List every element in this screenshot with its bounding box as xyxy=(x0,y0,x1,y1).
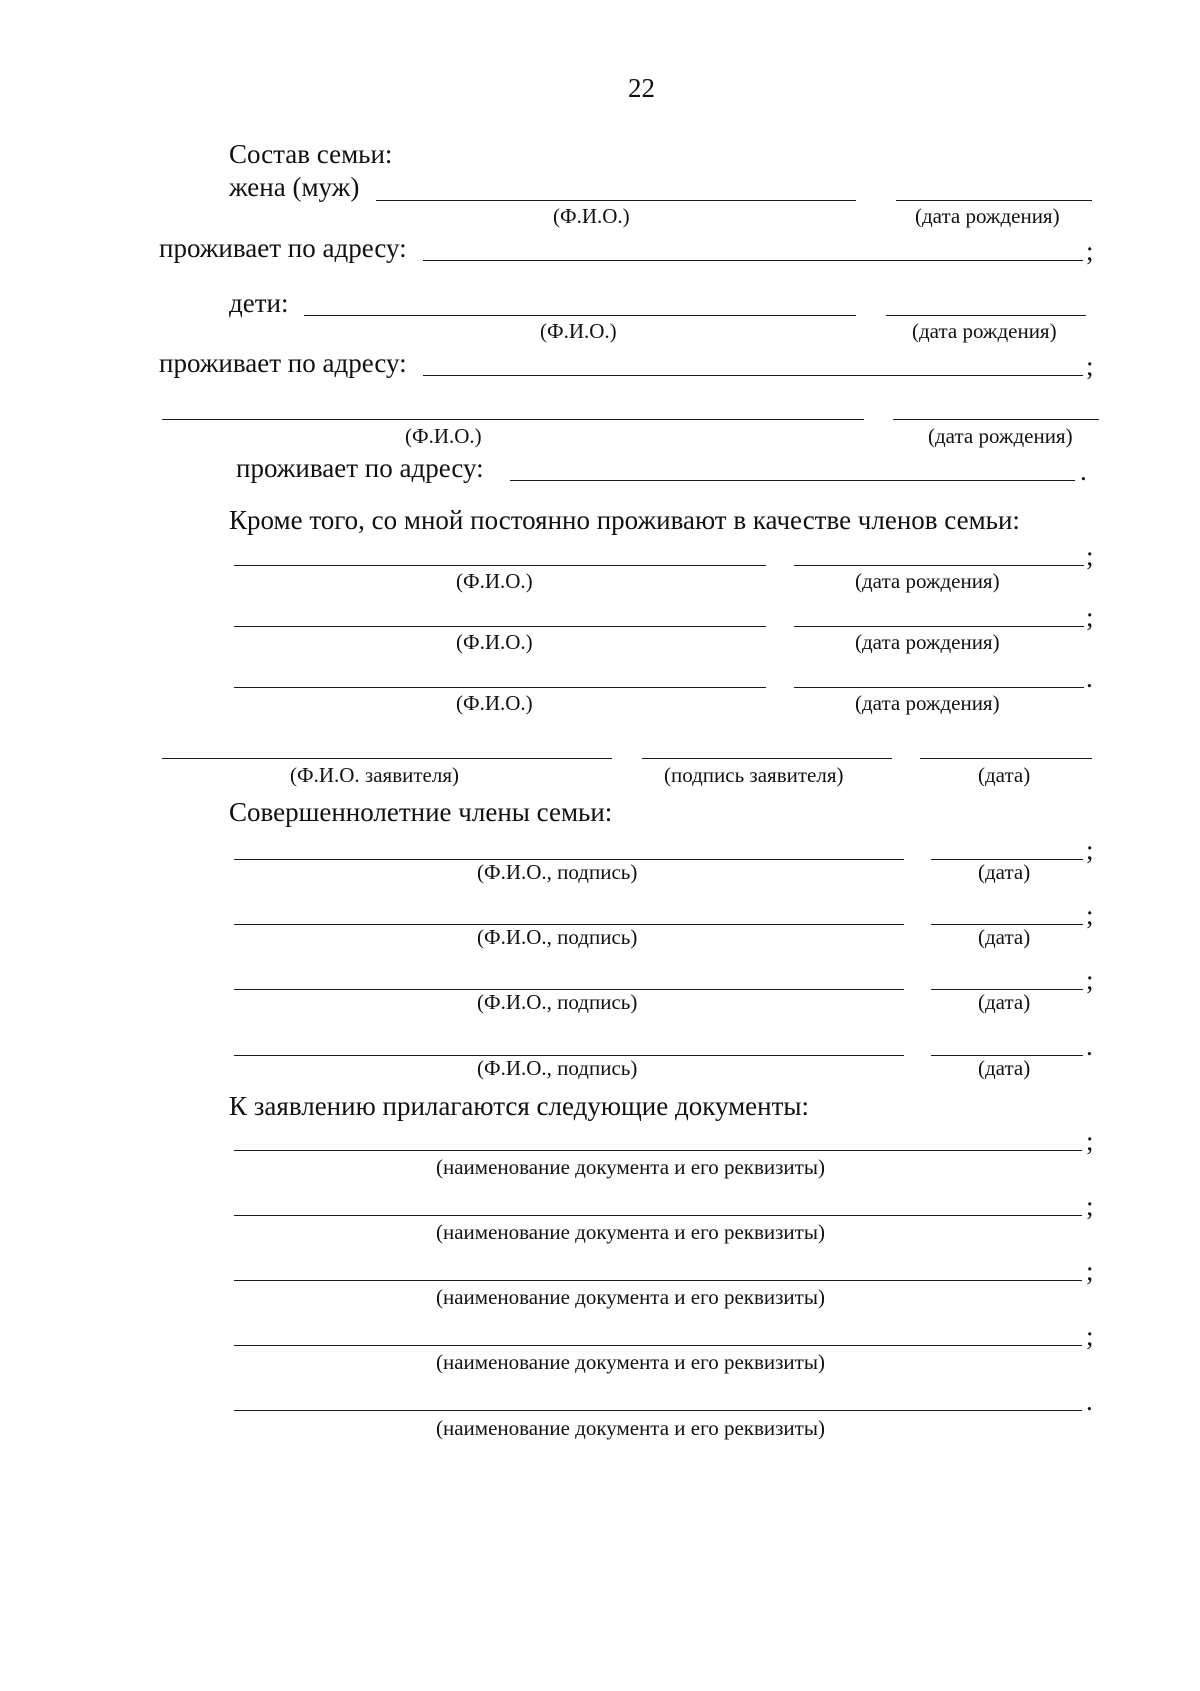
adult1-date-caption: (дата) xyxy=(978,860,1031,884)
document2-field[interactable] xyxy=(234,1187,1082,1217)
spouse-birthdate-line xyxy=(896,200,1092,201)
document4-field[interactable] xyxy=(234,1317,1082,1347)
child-address-line xyxy=(423,375,1083,376)
spouse-birthdate-field[interactable] xyxy=(896,172,1092,202)
document3-end: ; xyxy=(1086,1256,1094,1286)
child-birthdate-field[interactable] xyxy=(886,287,1086,317)
adult4-end: . xyxy=(1086,1031,1093,1061)
child2-address-end: . xyxy=(1080,456,1087,486)
children-label: дети: xyxy=(229,288,289,318)
child-birthdate-line xyxy=(886,315,1086,316)
adult1-end: ; xyxy=(1086,835,1094,865)
adult2-date-field[interactable] xyxy=(931,896,1083,926)
adult2-caption: (Ф.И.О., подпись) xyxy=(477,925,638,949)
adult4-caption: (Ф.И.О., подпись) xyxy=(477,1056,638,1080)
document4-end: ; xyxy=(1086,1321,1094,1351)
document1-end: ; xyxy=(1086,1126,1094,1156)
document4-caption: (наименование документа и его реквизиты) xyxy=(436,1350,825,1374)
applicant-fio-caption: (Ф.И.О. заявителя) xyxy=(290,763,459,787)
child-address-label: проживает по адресу: xyxy=(159,348,407,378)
spouse-address-end: ; xyxy=(1086,236,1094,266)
member2-birthdate-field[interactable] xyxy=(794,598,1084,628)
documents-heading: К заявлению прилагаются следующие документы: xyxy=(229,1091,810,1121)
family-heading: Состав семьи: xyxy=(229,139,393,169)
adult1-date-field[interactable] xyxy=(931,831,1083,861)
adult1-fio-signature-field[interactable] xyxy=(234,831,904,861)
member1-end: ; xyxy=(1086,541,1094,571)
adult3-date-caption: (дата) xyxy=(978,990,1031,1014)
member1-fio-caption: (Ф.И.О.) xyxy=(456,569,533,593)
member2-end: ; xyxy=(1086,602,1094,632)
child-address-end: ; xyxy=(1086,351,1094,381)
applicant-signature-field[interactable] xyxy=(642,730,892,760)
document1-line xyxy=(234,1150,1082,1151)
member3-birthdate-line xyxy=(794,687,1084,688)
child2-fio-caption: (Ф.И.О.) xyxy=(405,424,482,448)
spouse-address-line xyxy=(423,260,1083,261)
adult2-fio-signature-field[interactable] xyxy=(234,896,904,926)
applicant-signature-line xyxy=(642,758,892,759)
adult3-end: ; xyxy=(1086,965,1094,995)
member3-fio-line xyxy=(234,687,766,688)
applicant-fio-line xyxy=(162,758,612,759)
member3-end: . xyxy=(1086,663,1093,693)
child-fio-caption: (Ф.И.О.) xyxy=(540,319,617,343)
child2-birth-caption: (дата рождения) xyxy=(928,424,1073,448)
member3-birthdate-field[interactable] xyxy=(794,659,1084,689)
member3-fio-field[interactable] xyxy=(234,659,766,689)
child2-birthdate-field[interactable] xyxy=(893,391,1099,421)
child-address-field[interactable] xyxy=(423,347,1083,377)
child2-address-field[interactable] xyxy=(510,452,1075,482)
adult3-caption: (Ф.И.О., подпись) xyxy=(477,990,638,1014)
applicant-date-line xyxy=(920,758,1092,759)
member1-birthdate-field[interactable] xyxy=(794,537,1084,567)
adult4-fio-signature-field[interactable] xyxy=(234,1027,904,1057)
document5-caption: (наименование документа и его реквизиты) xyxy=(436,1416,825,1440)
spouse-label: жена (муж) xyxy=(229,172,360,202)
adult2-date-caption: (дата) xyxy=(978,925,1031,949)
child2-address-line xyxy=(510,480,1075,481)
child2-fio-field[interactable] xyxy=(162,391,864,421)
document1-field[interactable] xyxy=(234,1122,1082,1152)
adults-heading: Совершеннолетние члены семьи: xyxy=(229,797,613,827)
spouse-birth-caption: (дата рождения) xyxy=(915,204,1060,228)
applicant-signature-caption: (подпись заявителя) xyxy=(664,763,844,787)
child-birth-caption: (дата рождения) xyxy=(912,319,1057,343)
also-living-heading: Кроме того, со мной постоянно проживают в качестве членов семьи: xyxy=(229,505,1020,535)
member2-birth-caption: (дата рождения) xyxy=(855,630,1000,654)
adult3-date-field[interactable] xyxy=(931,961,1083,991)
document5-line xyxy=(234,1410,1082,1411)
document5-end: . xyxy=(1086,1386,1093,1416)
member2-birthdate-line xyxy=(794,626,1084,627)
adult2-end: ; xyxy=(1086,900,1094,930)
document4-line xyxy=(234,1345,1082,1346)
member1-birthdate-line xyxy=(794,565,1084,566)
child2-fio-line xyxy=(162,419,864,420)
document3-caption: (наименование документа и его реквизиты) xyxy=(436,1285,825,1309)
member1-fio-field[interactable] xyxy=(234,537,766,567)
adult1-caption: (Ф.И.О., подпись) xyxy=(477,860,638,884)
member2-fio-field[interactable] xyxy=(234,598,766,628)
document5-field[interactable] xyxy=(234,1382,1082,1412)
adult4-date-field[interactable] xyxy=(931,1027,1083,1057)
page-number: 22 xyxy=(628,73,655,103)
child-fio-line xyxy=(304,315,856,316)
document2-line xyxy=(234,1215,1082,1216)
child2-address-label: проживает по адресу: xyxy=(236,453,484,483)
adult3-fio-signature-field[interactable] xyxy=(234,961,904,991)
document2-caption: (наименование документа и его реквизиты) xyxy=(436,1220,825,1244)
member1-birth-caption: (дата рождения) xyxy=(855,569,1000,593)
document2-end: ; xyxy=(1086,1191,1094,1221)
document3-field[interactable] xyxy=(234,1252,1082,1282)
spouse-fio-field[interactable] xyxy=(376,172,856,202)
applicant-fio-field[interactable] xyxy=(162,730,612,760)
adult4-date-caption: (дата) xyxy=(978,1056,1031,1080)
document1-caption: (наименование документа и его реквизиты) xyxy=(436,1155,825,1179)
child2-birthdate-line xyxy=(893,419,1099,420)
member3-fio-caption: (Ф.И.О.) xyxy=(456,691,533,715)
spouse-fio-line xyxy=(376,200,856,201)
document3-line xyxy=(234,1280,1082,1281)
child-fio-field[interactable] xyxy=(304,287,856,317)
spouse-address-label: проживает по адресу: xyxy=(159,233,407,263)
member3-birth-caption: (дата рождения) xyxy=(855,691,1000,715)
spouse-fio-caption: (Ф.И.О.) xyxy=(553,204,630,228)
applicant-date-field[interactable] xyxy=(920,730,1092,760)
member1-fio-line xyxy=(234,565,766,566)
member2-fio-line xyxy=(234,626,766,627)
applicant-date-caption: (дата) xyxy=(978,763,1031,787)
spouse-address-field[interactable] xyxy=(423,232,1083,262)
member2-fio-caption: (Ф.И.О.) xyxy=(456,630,533,654)
